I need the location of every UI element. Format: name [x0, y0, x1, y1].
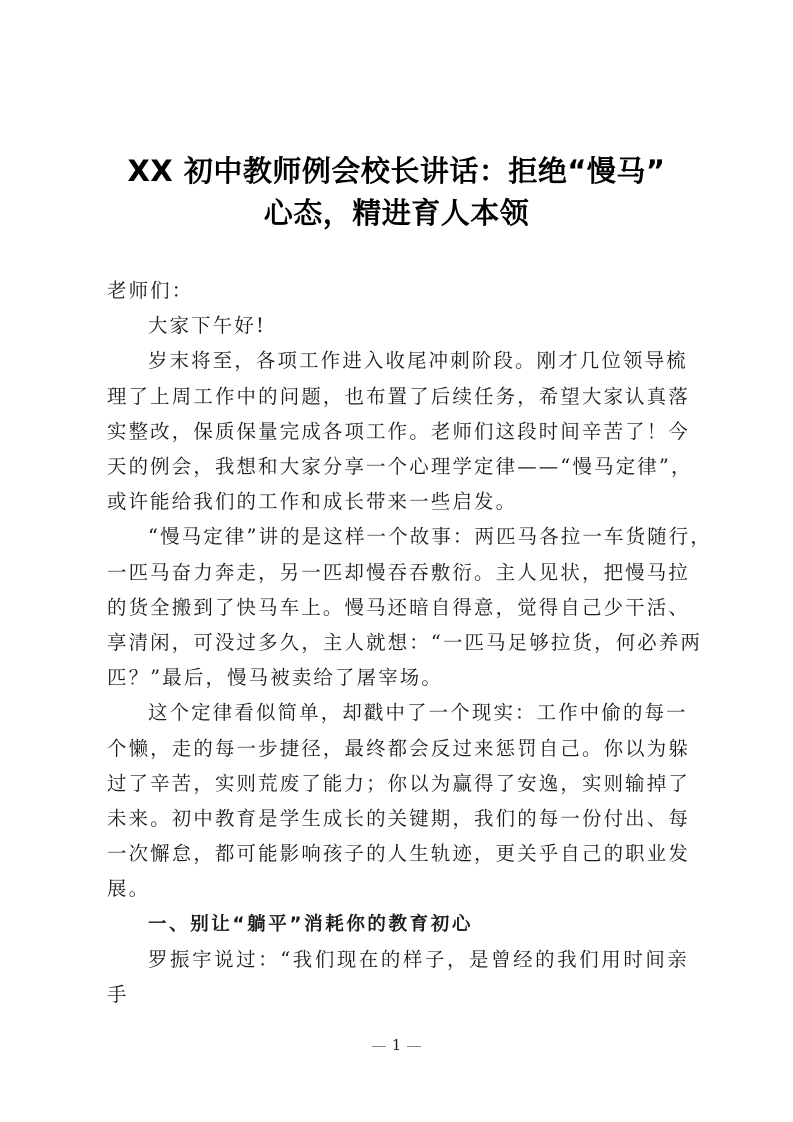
- paragraph-1-line: 或许能给我们的工作和成长带来一些启发。: [107, 490, 518, 514]
- paragraph-2-line: “慢马定律”讲的是这样一个故事：两匹马各拉一车货随行，: [148, 525, 712, 549]
- paragraph-2-line: 一匹马奋力奔走，另一匹却慢吞吞敷衍。主人见状，把慢马拉: [107, 560, 690, 584]
- paragraph-3-line: 展。: [107, 877, 151, 901]
- title-line-1: XX 初中教师例会校长讲话：拒绝“慢马”: [127, 154, 666, 188]
- document-title: [90, 150, 703, 234]
- paragraph-3-line: 未来。初中教育是学生成长的关键期，我们的每一份付出、每: [107, 807, 690, 831]
- paragraph-3: [107, 695, 689, 906]
- section-heading: 一、别让“躺平”消耗你的教育初心: [148, 913, 473, 935]
- title-line-2: 心态，精进育人本领: [263, 196, 530, 230]
- paragraph-1-line: 实整改，保质保量完成各项工作。老师们这段时间辛苦了！今: [107, 419, 690, 443]
- document-body: [107, 273, 712, 1012]
- paragraph-2-line: 享清闲，可没过多久，主人就想：“一匹马足够拉货，何必养两: [107, 631, 703, 655]
- paragraph-3-line: 过了辛苦，实则荒废了能力；你以为赢得了安逸，实则输掉了: [107, 771, 690, 795]
- paragraph-1: [107, 343, 693, 519]
- paragraph-2-line: 匹？”最后，慢马被卖给了屠宰场。: [107, 666, 443, 690]
- greeting: 大家下午好!: [148, 314, 266, 338]
- paragraph-3-line: 这个定律看似简单，却戳中了一个现实：工作中偷的每一: [148, 701, 688, 725]
- paragraph-2: [107, 519, 712, 695]
- paragraph-3-line: 一次懈怠，都可能影响孩子的人生轨迹，更关乎自己的职业发: [107, 842, 690, 866]
- paragraph-2-line: 的货全搬到了快马车上。慢马还暗自得意，觉得自己少干活、: [107, 595, 690, 619]
- dash-left: [372, 1046, 386, 1047]
- paragraph-4-first-line: 罗振宇说过：“我们现在的样子，是曾经的我们用时间亲手: [107, 947, 689, 1007]
- paragraph-1-line: 岁末将至，各项工作进入收尾冲刺阶段。刚才几位领导梳: [148, 349, 688, 373]
- paragraph-1-line: 理了上周工作中的问题，也布置了后续任务，希望大家认真落: [107, 384, 690, 408]
- paragraph-3-line: 个懒，走的每一步捷径，最终都会反过来惩罚自己。你以为躲: [107, 736, 690, 760]
- salutation: 老师们：: [107, 279, 194, 302]
- page-number: 1: [391, 1036, 402, 1054]
- page-footer: [0, 1036, 793, 1054]
- paragraph-1-line: 天的例会，我想和大家分享一个心理学定律——“慢马定律”，: [107, 455, 693, 479]
- dash-right: [407, 1046, 421, 1047]
